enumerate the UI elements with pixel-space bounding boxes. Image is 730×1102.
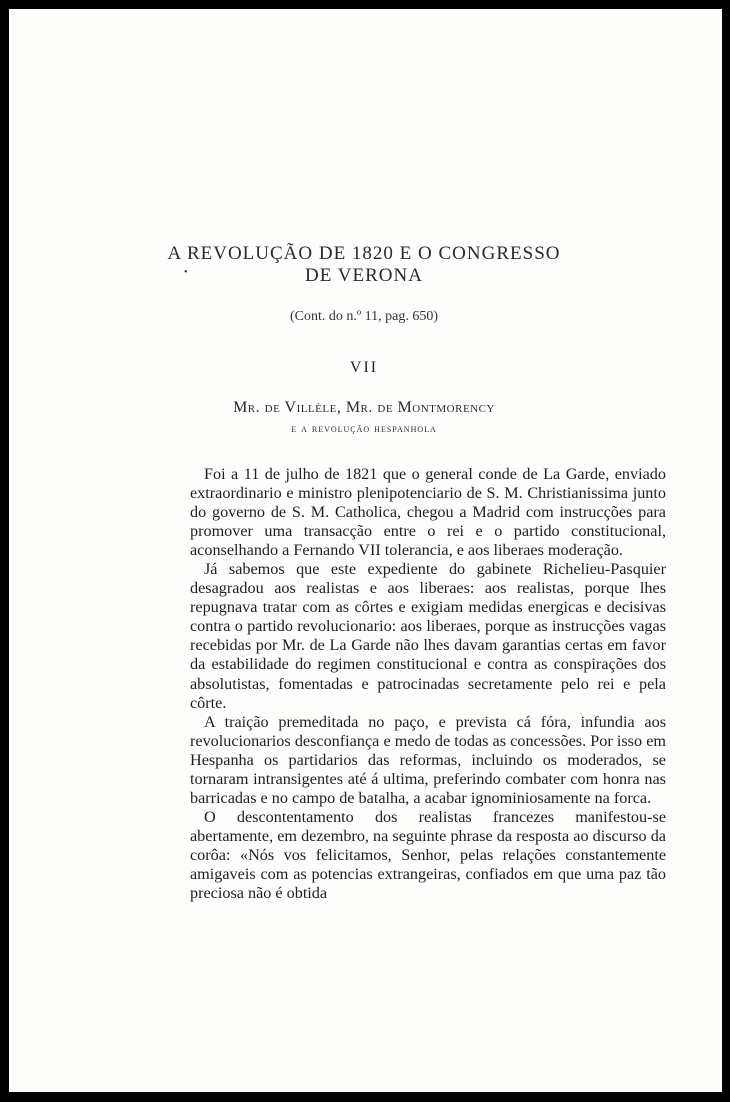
body-text <box>190 465 666 903</box>
margin-mark: • <box>184 267 188 278</box>
article-title-line-1: A REVOLUÇÃO DE 1820 E O CONGRESSO <box>167 243 561 264</box>
article-title-line-2: DE VERONA <box>305 265 423 286</box>
document-page <box>9 9 722 1092</box>
chapter-number: VII <box>349 359 379 376</box>
continuation-note: (Cont. do n.º 11, pag. 650) <box>289 309 439 324</box>
chapter-subtitle-line-2: e a revolução hespanhola <box>291 421 437 435</box>
paragraph-3: A traição premeditada no paço, e prevista cá fóra, infundia aos revolucionarios desconfiança e medo de todas as concessões. Por isso em Hespanha os partidarios das reformas, incluindo os moderados, se tornaram intransigentes até á ultima, preferindo combater com honra nas barricadas e no campo de batalha, a acabar ignominiosamente na forca. <box>190 712 666 807</box>
paragraph-4: O descontentamento dos realistas francezes manifestou-se abertamente, em dezembro, na seguinte phrase da resposta ao discurso da corôa: «Nós vos felicitamos, Senhor, pelas relações constantemente amigaveis com as potencias extrangeiras, confiados em que uma paz tão preciosa não é obtida <box>190 807 666 903</box>
chapter-subtitle-line-1: Mr. de Villèle, Mr. de Montmorency <box>233 399 495 416</box>
paragraph-2: Já sabemos que este expediente do gabinete Richelieu-Pasquier desagradou aos realistas e aos liberaes: aos realistas, porque lhes repugnava tratar com as côrtes e exigiam medidas energicas e decisivas contra o partido revolucionario: aos liberaes, porque as instrucções vagas recebidas por Mr. de La Garde não lhes davam garantias certas em favor da estabilidade do regimen constitucional e contra as conspirações dos absolutistas, fomentadas e patrocinadas secretamente pelo rei e pela côrte. <box>190 560 666 712</box>
paragraph-1: Foi a 11 de julho de 1821 que o general conde de La Garde, enviado extraordinario e ministro plenipotenciario de S. M. Christianissima junto do governo de S. M. Catholica, chegou a Madrid com instrucções para promover uma transacção entre o rei e o partido constitucional, aconselhando a Fernando VII tolerancia, e aos liberaes moderação. <box>190 465 666 560</box>
